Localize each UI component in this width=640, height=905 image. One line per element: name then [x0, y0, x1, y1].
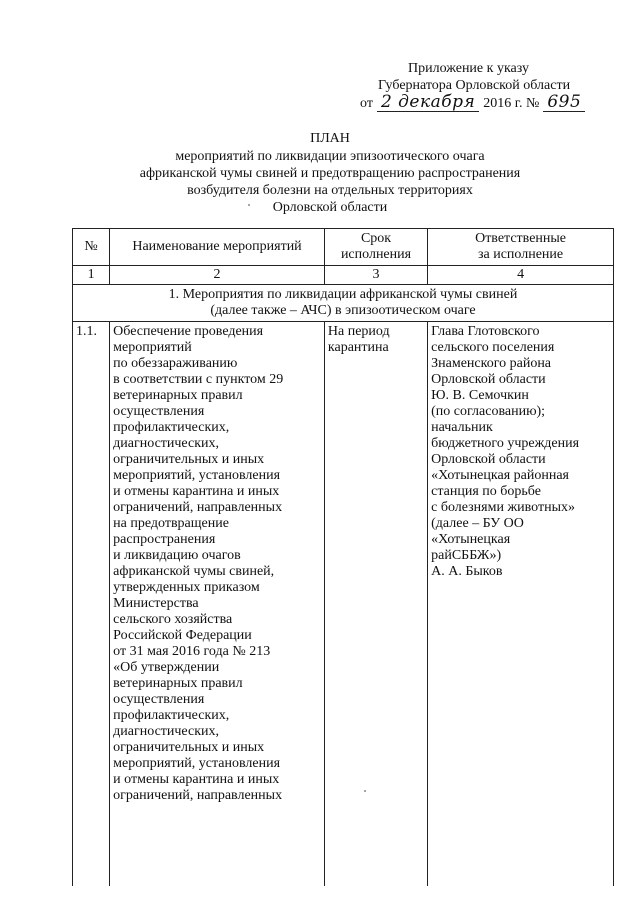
- row-name-line: и отмены карантина и иных: [113, 484, 280, 499]
- header-term-line: Срок: [360, 231, 392, 246]
- row-resp-line: начальник: [431, 420, 493, 435]
- title-heading: ПЛАН: [310, 131, 350, 146]
- annex-line-2: Губернатора Орловской области: [378, 78, 571, 93]
- row-resp-line: А. А. Быков: [431, 564, 503, 579]
- row-resp-line: бюджетного учреждения: [431, 436, 580, 451]
- annex-date-line: [360, 94, 600, 112]
- row-resp-line: «Хотынецкая: [431, 532, 511, 547]
- plan-table: [72, 228, 614, 886]
- row-name-line: сельского хозяйства: [113, 612, 233, 627]
- row-name-line: и ликвидацию очагов: [113, 548, 241, 563]
- col-number: 2: [110, 266, 325, 285]
- row-resp-line: Знаменского района: [431, 356, 552, 371]
- header-row: [73, 229, 614, 266]
- row-name-line: мероприятий: [113, 340, 192, 355]
- row-name-line: диагностических,: [113, 724, 220, 739]
- row-term-line: карантина: [327, 340, 389, 355]
- row-resp-line: Ю. В. Семочкин: [431, 388, 529, 403]
- row-name-line: ограничений, направленных: [113, 788, 283, 803]
- header-resp-line: Ответственные: [475, 231, 567, 246]
- row-name-line: Министерства: [113, 596, 199, 611]
- row-resp-line: с болезнями животных»: [431, 500, 575, 515]
- row-name-line: на предотвращение: [113, 516, 229, 531]
- row-name-line: ветеринарных правил: [113, 676, 243, 691]
- annex-from: от: [360, 96, 373, 111]
- section-title: [73, 285, 614, 322]
- row-name-line: мероприятий, установления: [113, 756, 281, 771]
- row-name-cell: [110, 322, 325, 887]
- row-name-line: «Об утверждении: [113, 660, 220, 675]
- row-resp-line: сельского поселения: [431, 340, 555, 355]
- row-resp-line: Орловской области: [431, 372, 546, 387]
- row-resp-line: станция по борьбе: [431, 484, 541, 499]
- row-name-line: утвержденных приказом: [113, 580, 260, 595]
- row-name-line: осуществления: [113, 692, 205, 707]
- scan-speck: [364, 790, 366, 792]
- row-resp-line: (по согласованию);: [431, 404, 546, 419]
- row-name-line: ограничений, направленных: [113, 500, 283, 515]
- table-row: [73, 322, 614, 887]
- row-name-line: по обеззараживанию: [113, 356, 238, 371]
- header-term-line: исполнения: [340, 247, 412, 262]
- document-title: [60, 130, 600, 216]
- row-name-line: в соответствии с пунктом 29: [113, 372, 284, 387]
- row-resp-line: «Хотынецкая районная: [431, 468, 569, 483]
- row-resp-line: (далее – БУ ОО: [431, 516, 524, 531]
- header-resp: [428, 229, 614, 266]
- row-name-line: диагностических,: [113, 436, 220, 451]
- handwritten-number: 695: [543, 94, 585, 112]
- header-name: Наименование мероприятий: [110, 229, 325, 266]
- row-name-line: африканской чумы свиней,: [113, 564, 275, 579]
- annex-header: [360, 60, 600, 112]
- title-line: мероприятий по ликвидации эпизоотического очага: [175, 149, 485, 164]
- row-resp-line: Орловской области: [431, 452, 546, 467]
- section-title-line: (далее также – АЧС) в эпизоотическом очаге: [210, 303, 476, 318]
- row-name-line: осуществления: [113, 404, 205, 419]
- col-number: 1: [73, 266, 110, 285]
- row-name-line: ветеринарных правил: [113, 388, 243, 403]
- annex-year: 2016 г. №: [483, 96, 540, 111]
- row-name-line: мероприятий, установления: [113, 468, 281, 483]
- annex-line-1: Приложение к указу: [408, 61, 529, 76]
- section-title-line: 1. Мероприятия по ликвидации африканской чумы свиней: [168, 287, 518, 302]
- title-line: Орловской области: [272, 200, 388, 215]
- row-number: 1.1.: [73, 322, 110, 887]
- row-name-line: профилактических,: [113, 708, 230, 723]
- header-resp-line: за исполнение: [477, 247, 564, 262]
- row-name-line: и отмены карантина и иных: [113, 772, 280, 787]
- row-term-cell: [324, 322, 427, 887]
- title-line: возбудителя болезни на отдельных территориях: [187, 183, 473, 198]
- row-name-line: от 31 мая 2016 года № 213: [113, 644, 271, 659]
- title-line: африканской чумы свиней и предотвращению распространения: [139, 166, 521, 181]
- row-name-line: ограничительных и иных: [113, 740, 265, 755]
- col-number: 4: [428, 266, 614, 285]
- row-resp-line: Глава Глотовского: [431, 324, 540, 339]
- row-name-line: Обеспечение проведения: [113, 324, 264, 339]
- scan-speck: [248, 204, 250, 206]
- row-term-line: На период: [327, 324, 390, 339]
- row-resp-line: райСББЖ»): [431, 548, 502, 563]
- column-number-row: [73, 266, 614, 285]
- header-term: [324, 229, 427, 266]
- row-name-line: Российской Федерации: [113, 628, 252, 643]
- row-name-line: ограничительных и иных: [113, 452, 265, 467]
- header-num: №: [73, 229, 110, 266]
- row-resp-cell: [428, 322, 614, 887]
- col-number: 3: [324, 266, 427, 285]
- row-name-line: распространения: [113, 532, 216, 547]
- handwritten-date: 2 декабря: [377, 94, 479, 112]
- row-name-line: профилактических,: [113, 420, 230, 435]
- section-row: [73, 285, 614, 322]
